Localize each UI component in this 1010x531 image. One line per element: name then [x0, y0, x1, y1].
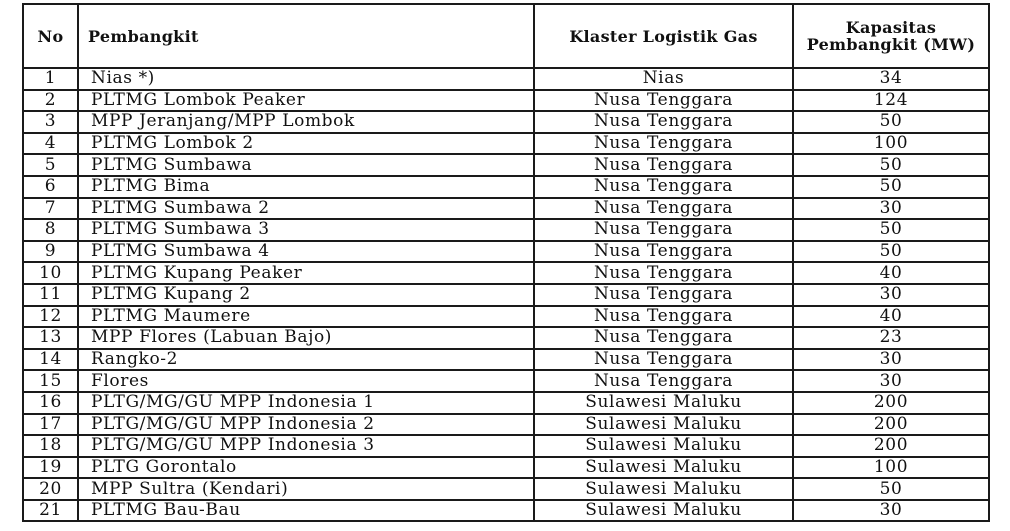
cell-kapasitas: 30	[793, 284, 989, 306]
cell-pembangkit: PLTG/MG/GU MPP Indonesia 2	[78, 414, 534, 436]
header-kapasitas: Kapasitas Pembangkit (MW)	[793, 4, 989, 68]
cell-klaster: Nusa Tenggara	[534, 133, 793, 155]
power-plant-table	[22, 3, 990, 522]
cell-no: 17	[23, 414, 78, 436]
cell-kapasitas: 30	[793, 370, 989, 392]
cell-kapasitas: 50	[793, 478, 989, 500]
table-row	[23, 111, 989, 133]
cell-kapasitas: 34	[793, 68, 989, 90]
cell-kapasitas: 200	[793, 414, 989, 436]
cell-no: 1	[23, 68, 78, 90]
cell-pembangkit: PLTMG Lombok 2	[78, 133, 534, 155]
cell-kapasitas: 40	[793, 306, 989, 328]
cell-pembangkit: Rangko-2	[78, 349, 534, 371]
cell-klaster: Sulawesi Maluku	[534, 500, 793, 522]
cell-no: 9	[23, 241, 78, 263]
cell-kapasitas: 30	[793, 500, 989, 522]
table-row	[23, 284, 989, 306]
cell-pembangkit: PLTMG Sumbawa 3	[78, 219, 534, 241]
cell-pembangkit: PLTG/MG/GU MPP Indonesia 1	[78, 392, 534, 414]
table-row	[23, 478, 989, 500]
cell-klaster: Nusa Tenggara	[534, 111, 793, 133]
cell-klaster: Nusa Tenggara	[534, 176, 793, 198]
header-pembangkit: Pembangkit	[78, 4, 534, 68]
cell-no: 10	[23, 262, 78, 284]
cell-klaster: Nusa Tenggara	[534, 284, 793, 306]
cell-pembangkit: PLTMG Bima	[78, 176, 534, 198]
cell-klaster: Nusa Tenggara	[534, 262, 793, 284]
cell-no: 4	[23, 133, 78, 155]
table-row	[23, 133, 989, 155]
cell-klaster: Nusa Tenggara	[534, 90, 793, 112]
cell-pembangkit: PLTMG Lombok Peaker	[78, 90, 534, 112]
cell-no: 19	[23, 457, 78, 479]
cell-pembangkit: PLTMG Bau-Bau	[78, 500, 534, 522]
table-row	[23, 198, 989, 220]
table-row	[23, 435, 989, 457]
cell-klaster: Nusa Tenggara	[534, 241, 793, 263]
cell-no: 18	[23, 435, 78, 457]
cell-pembangkit: MPP Sultra (Kendari)	[78, 478, 534, 500]
cell-no: 14	[23, 349, 78, 371]
cell-pembangkit: PLTMG Sumbawa 4	[78, 241, 534, 263]
table-row	[23, 327, 989, 349]
cell-klaster: Sulawesi Maluku	[534, 457, 793, 479]
cell-kapasitas: 40	[793, 262, 989, 284]
cell-pembangkit: Nias *)	[78, 68, 534, 90]
table-row	[23, 414, 989, 436]
cell-klaster: Sulawesi Maluku	[534, 435, 793, 457]
cell-pembangkit: PLTMG Sumbawa 2	[78, 198, 534, 220]
table-row	[23, 241, 989, 263]
table-row	[23, 68, 989, 90]
cell-no: 8	[23, 219, 78, 241]
table-row	[23, 500, 989, 522]
cell-no: 2	[23, 90, 78, 112]
cell-no: 15	[23, 370, 78, 392]
cell-kapasitas: 30	[793, 198, 989, 220]
cell-klaster: Nusa Tenggara	[534, 370, 793, 392]
cell-kapasitas: 50	[793, 219, 989, 241]
table-row	[23, 176, 989, 198]
cell-pembangkit: PLTG Gorontalo	[78, 457, 534, 479]
cell-klaster: Nusa Tenggara	[534, 198, 793, 220]
cell-klaster: Nusa Tenggara	[534, 306, 793, 328]
cell-pembangkit: PLTMG Kupang 2	[78, 284, 534, 306]
cell-klaster: Nusa Tenggara	[534, 219, 793, 241]
table-row	[23, 392, 989, 414]
cell-kapasitas: 100	[793, 133, 989, 155]
cell-pembangkit: MPP Jeranjang/MPP Lombok	[78, 111, 534, 133]
cell-kapasitas: 50	[793, 241, 989, 263]
table-row	[23, 349, 989, 371]
cell-pembangkit: PLTG/MG/GU MPP Indonesia 3	[78, 435, 534, 457]
table-row	[23, 457, 989, 479]
cell-kapasitas: 50	[793, 176, 989, 198]
table-row	[23, 306, 989, 328]
cell-klaster: Nusa Tenggara	[534, 154, 793, 176]
cell-kapasitas: 50	[793, 154, 989, 176]
cell-no: 3	[23, 111, 78, 133]
cell-pembangkit: PLTMG Kupang Peaker	[78, 262, 534, 284]
cell-klaster: Sulawesi Maluku	[534, 478, 793, 500]
cell-kapasitas: 23	[793, 327, 989, 349]
table-row	[23, 262, 989, 284]
cell-klaster: Sulawesi Maluku	[534, 414, 793, 436]
table-row	[23, 370, 989, 392]
table-body	[23, 68, 989, 521]
cell-pembangkit: PLTMG Maumere	[78, 306, 534, 328]
cell-kapasitas: 50	[793, 111, 989, 133]
cell-no: 11	[23, 284, 78, 306]
cell-no: 13	[23, 327, 78, 349]
cell-no: 21	[23, 500, 78, 522]
table-row	[23, 154, 989, 176]
header-no: No	[23, 4, 78, 68]
table-row	[23, 90, 989, 112]
header-klaster: Klaster Logistik Gas	[534, 4, 793, 68]
table-row	[23, 219, 989, 241]
cell-klaster: Nusa Tenggara	[534, 327, 793, 349]
cell-klaster: Nias	[534, 68, 793, 90]
cell-klaster: Nusa Tenggara	[534, 349, 793, 371]
cell-no: 6	[23, 176, 78, 198]
cell-kapasitas: 100	[793, 457, 989, 479]
table-header-row	[23, 4, 989, 68]
cell-no: 20	[23, 478, 78, 500]
cell-no: 7	[23, 198, 78, 220]
cell-pembangkit: MPP Flores (Labuan Bajo)	[78, 327, 534, 349]
cell-klaster: Sulawesi Maluku	[534, 392, 793, 414]
cell-kapasitas: 124	[793, 90, 989, 112]
cell-kapasitas: 200	[793, 392, 989, 414]
cell-pembangkit: Flores	[78, 370, 534, 392]
cell-kapasitas: 30	[793, 349, 989, 371]
cell-pembangkit: PLTMG Sumbawa	[78, 154, 534, 176]
cell-kapasitas: 200	[793, 435, 989, 457]
cell-no: 12	[23, 306, 78, 328]
cell-no: 5	[23, 154, 78, 176]
cell-no: 16	[23, 392, 78, 414]
